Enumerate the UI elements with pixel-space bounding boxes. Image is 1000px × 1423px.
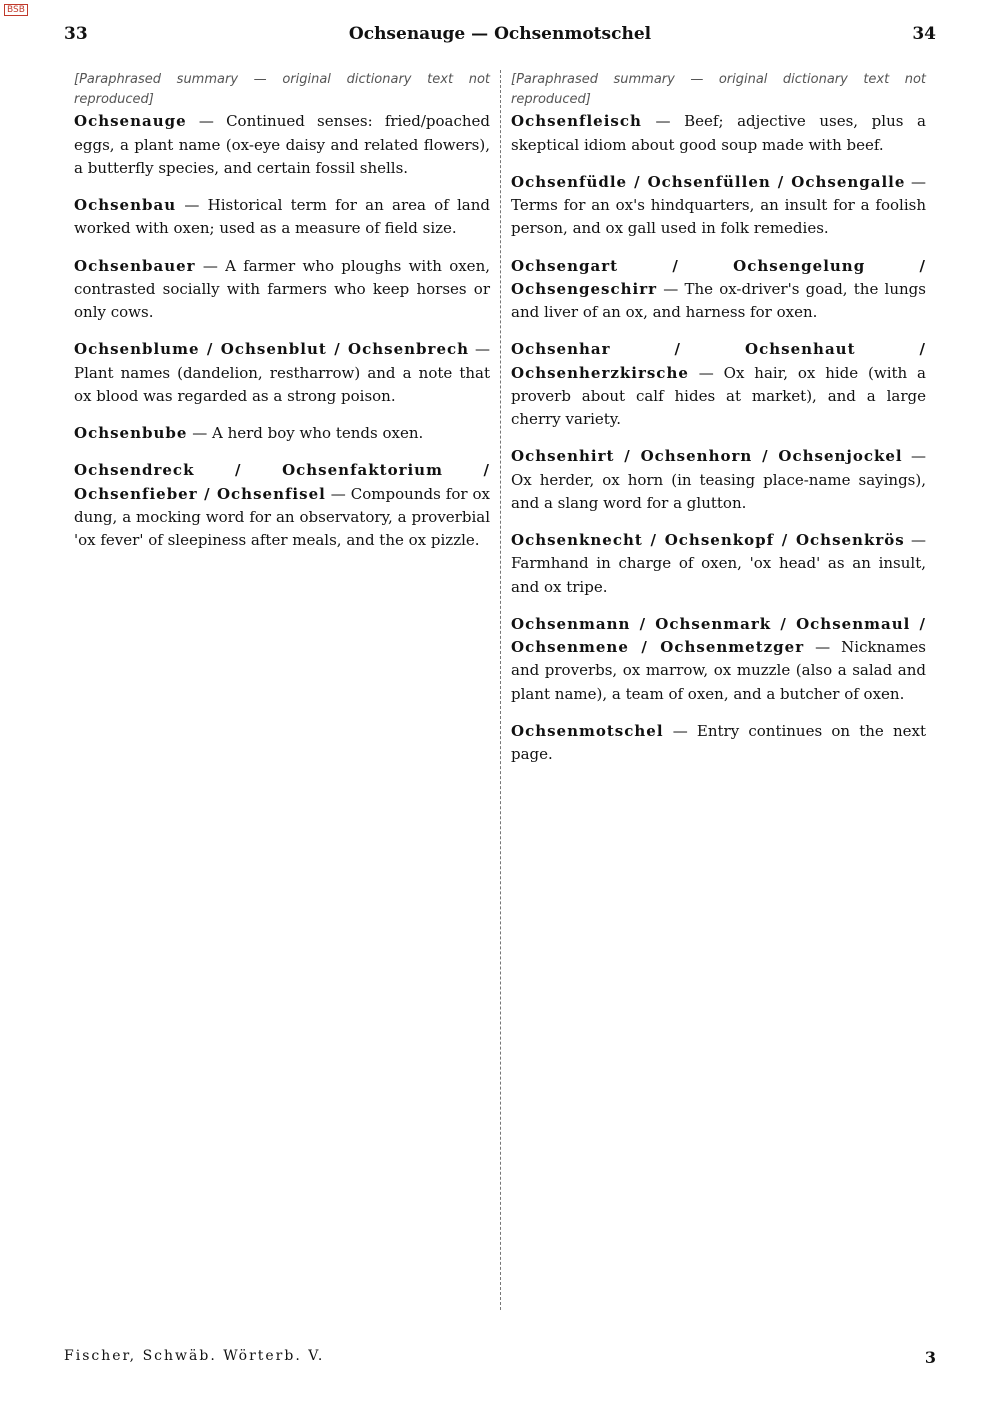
column-left xyxy=(64,70,500,1310)
dictionary-entry: Ochsenfleisch — Beef; adjective uses, plus a skeptical idiom about good soup made with beef. xyxy=(511,112,926,154)
dictionary-entry: Ochsendreck / Ochsenfaktorium / Ochsenfieber / Ochsenfisel — Compounds for ox dung, a mocking word for an observatory, a proverbial 'ox fever' of sleepiness after meals, and the ox pizzle. xyxy=(74,461,490,550)
page-header xyxy=(64,24,936,52)
dictionary-entry: Ochsenfüdle / Ochsenfüllen / Ochsengalle — Terms for an ox's hindquarters, an insult for a foolish person, and ox gall used in folk remedies. xyxy=(511,172,926,238)
dictionary-entry: Ochsenmotschel — Entry continues on the next page. xyxy=(511,721,926,764)
entry-summary: Beef; adjective uses, plus a skeptical idiom about good soup made with beef. xyxy=(511,112,926,154)
entry-headword: Ochsenauge xyxy=(74,112,187,131)
page-title: Ochsenauge — Ochsenmotschel xyxy=(348,24,652,44)
entry-summary: Ox hair, ox hide (with a proverb about calf hides at market), and a large cherry variety. xyxy=(511,363,926,429)
entry-headword: Ochsenmotschel xyxy=(511,721,664,740)
entry-summary: Compounds for ox dung, a mocking word for an observatory, a proverbial 'ox fever' of sleepiness after meals, and the ox pizzle. xyxy=(74,484,490,550)
page-body xyxy=(64,70,936,1310)
entry-summary: Historical term for an area of land worked with oxen; used as a measure of field size. xyxy=(74,196,490,238)
entry-headword: Ochsendreck / Ochsenfaktorium / Ochsenfieber / Ochsenfisel xyxy=(74,461,490,503)
entry-headword: Ochsengart / Ochsengelung / Ochsengeschirr xyxy=(511,256,926,298)
entry-summary: A herd boy who tends oxen. xyxy=(211,424,424,443)
dictionary-entry: Ochsenbube — A herd boy who tends oxen. xyxy=(74,424,424,443)
entry-headword: Ochsenknecht / Ochsenkopf / Ochsenkrös xyxy=(511,531,905,550)
dictionary-entry: Ochsenknecht / Ochsenkopf / Ochsenkrös — Farmhand in charge of oxen, 'ox head' as an insult, and ox tripe. xyxy=(511,531,926,596)
entry-summary: Nicknames and proverbs, ox marrow, ox muzzle (also a salad and plant name), a team of oxen, and a butcher of oxen. xyxy=(511,638,926,703)
entry-headword: Ochsenfüdle / Ochsenfüllen / Ochsengalle xyxy=(511,172,906,191)
entry-headword: Ochsenbauer xyxy=(74,256,196,275)
entry-headword: Ochsenblume / Ochsenblut / Ochsenbrech xyxy=(74,340,470,359)
left-page-number: 33 xyxy=(64,24,88,44)
entry-summary: A farmer who ploughs with oxen, contrasted socially with farmers who keep horses or only cows. xyxy=(74,256,490,322)
dictionary-entry: Ochsenbau — Historical term for an area of land worked with oxen; used as a measure of field size. xyxy=(74,196,490,238)
entry-headword: Ochsenhirt / Ochsenhorn / Ochsenjockel xyxy=(511,447,903,466)
entry-summary: The ox-driver's goad, the lungs and liver of an ox, and harness for oxen. xyxy=(511,279,926,322)
dictionary-entry: Ochsenbauer — A farmer who ploughs with oxen, contrasted socially with farmers who keep horses or only cows. xyxy=(74,256,490,322)
footer-signature: Fischer, Schwäb. Wörterb. V. xyxy=(64,1348,325,1364)
entry-summary: Ox herder, ox horn (in teasing place-name sayings), and a slang word for a glutton. xyxy=(511,470,926,512)
entry-summary: Continued senses: fried/poached eggs, a plant name (ox-eye daisy and related flowers), a butterfly species, and certain fossil shells. xyxy=(74,112,490,177)
column-right xyxy=(500,70,936,1310)
entry-headword: Ochsenfleisch xyxy=(511,112,642,131)
entry-headword: Ochsenhar / Ochsenhaut / Ochsenherzkirsche xyxy=(511,340,926,382)
entry-summary: Entry continues on the next page. xyxy=(511,721,926,764)
entry-summary: Plant names (dandelion, restharrow) and a note that ox blood was regarded as a strong poison. xyxy=(74,363,490,405)
dictionary-entry: Ochsenmann / Ochsenmark / Ochsenmaul / Ochsenmene / Ochsenmetzger — Nicknames and proverbs, ox marrow, ox muzzle (also a salad and plant name), a team of oxen, and a butcher of oxen. xyxy=(511,614,926,703)
dictionary-entry: Ochsenhirt / Ochsenhorn / Ochsenjockel — Ox herder, ox horn (in teasing place-name sayings), and a slang word for a glutton. xyxy=(511,447,926,512)
library-mark: BSB xyxy=(4,4,28,16)
entry-summary: Farmhand in charge of oxen, 'ox head' as an insult, and ox tripe. xyxy=(511,554,926,596)
footer-sheet-number: 3 xyxy=(924,1348,936,1367)
paraphrase-note: [Paraphrased summary — original dictionary text not reproduced] xyxy=(74,72,490,108)
dictionary-entry: Ochsenblume / Ochsenblut / Ochsenbrech — Plant names (dandelion, restharrow) and a note that ox blood was regarded as a strong poison. xyxy=(74,340,490,405)
paraphrase-note: [Paraphrased summary — original dictionary text not reproduced] xyxy=(511,72,926,108)
entry-headword: Ochsenmann / Ochsenmark / Ochsenmaul / Ochsenmene / Ochsenmetzger xyxy=(511,614,926,657)
dictionary-entry: Ochsenauge — Continued senses: fried/poached eggs, a plant name (ox-eye daisy and related flowers), a butterfly species, and certain fossil shells. xyxy=(74,112,490,177)
entry-headword: Ochsenbube xyxy=(74,424,188,443)
dictionary-entry: Ochsengart / Ochsengelung / Ochsengeschirr — The ox-driver's goad, the lungs and liver of an ox, and harness for oxen. xyxy=(511,256,926,322)
entry-headword: Ochsenbau xyxy=(74,196,177,215)
entry-summary: Terms for an ox's hindquarters, an insult for a foolish person, and ox gall used in folk remedies. xyxy=(511,196,926,238)
page-footer xyxy=(64,1348,936,1367)
right-page-number: 34 xyxy=(912,24,936,44)
dictionary-entry: Ochsenhar / Ochsenhaut / Ochsenherzkirsche — Ox hair, ox hide (with a proverb about calf hides at market), and a large cherry variety. xyxy=(511,340,926,429)
